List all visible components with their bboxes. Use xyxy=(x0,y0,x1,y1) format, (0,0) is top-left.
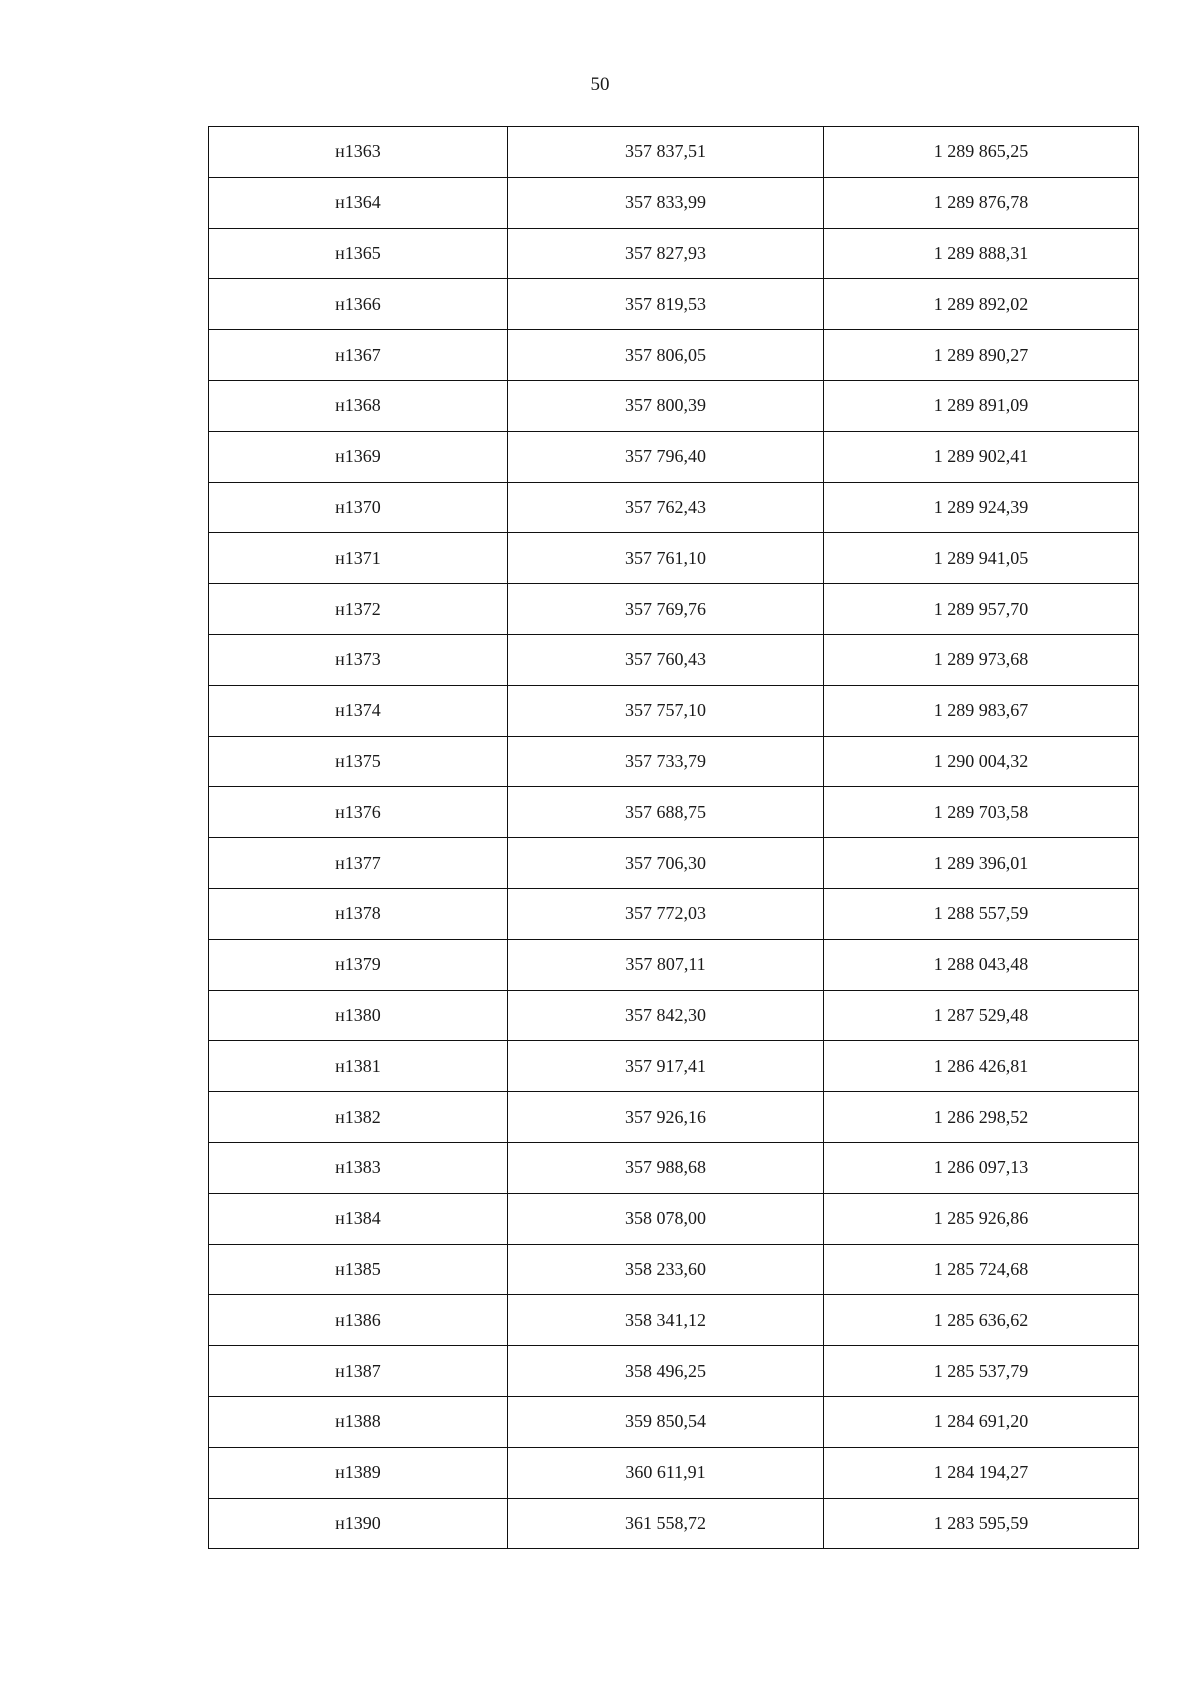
point-name-cell: н1384 xyxy=(209,1193,508,1244)
x-coordinate-cell: 357 988,68 xyxy=(508,1142,824,1193)
point-name-cell: н1370 xyxy=(209,482,508,533)
x-coordinate-cell: 357 833,99 xyxy=(508,177,824,228)
x-coordinate-cell: 357 827,93 xyxy=(508,228,824,279)
table-row xyxy=(209,1396,1139,1447)
x-coordinate-cell: 357 806,05 xyxy=(508,330,824,381)
y-coordinate-cell: 1 289 983,67 xyxy=(824,685,1139,736)
y-coordinate-cell: 1 289 865,25 xyxy=(824,127,1139,178)
point-name-cell: н1388 xyxy=(209,1396,508,1447)
x-coordinate-cell: 358 496,25 xyxy=(508,1346,824,1397)
point-name-cell: н1376 xyxy=(209,787,508,838)
point-name-cell: н1368 xyxy=(209,380,508,431)
x-coordinate-cell: 357 757,10 xyxy=(508,685,824,736)
point-name-cell: н1364 xyxy=(209,177,508,228)
y-coordinate-cell: 1 289 892,02 xyxy=(824,279,1139,330)
point-name-cell: н1379 xyxy=(209,939,508,990)
y-coordinate-cell: 1 286 298,52 xyxy=(824,1092,1139,1143)
table-row xyxy=(209,482,1139,533)
y-coordinate-cell: 1 285 926,86 xyxy=(824,1193,1139,1244)
point-name-cell: н1363 xyxy=(209,127,508,178)
table-row xyxy=(209,533,1139,584)
point-name-cell: н1390 xyxy=(209,1498,508,1549)
y-coordinate-cell: 1 289 957,70 xyxy=(824,584,1139,635)
table-row xyxy=(209,1041,1139,1092)
table-row xyxy=(209,838,1139,889)
x-coordinate-cell: 357 760,43 xyxy=(508,634,824,685)
x-coordinate-cell: 360 611,91 xyxy=(508,1447,824,1498)
point-name-cell: н1372 xyxy=(209,584,508,635)
table-row xyxy=(209,584,1139,635)
table-row xyxy=(209,888,1139,939)
point-name-cell: н1387 xyxy=(209,1346,508,1397)
x-coordinate-cell: 359 850,54 xyxy=(508,1396,824,1447)
coordinates-table xyxy=(208,126,1139,1549)
point-name-cell: н1369 xyxy=(209,431,508,482)
point-name-cell: н1386 xyxy=(209,1295,508,1346)
point-name-cell: н1371 xyxy=(209,533,508,584)
y-coordinate-cell: 1 289 703,58 xyxy=(824,787,1139,838)
y-coordinate-cell: 1 289 890,27 xyxy=(824,330,1139,381)
point-name-cell: н1367 xyxy=(209,330,508,381)
x-coordinate-cell: 357 769,76 xyxy=(508,584,824,635)
table-row xyxy=(209,177,1139,228)
y-coordinate-cell: 1 284 691,20 xyxy=(824,1396,1139,1447)
y-coordinate-cell: 1 284 194,27 xyxy=(824,1447,1139,1498)
x-coordinate-cell: 357 762,43 xyxy=(508,482,824,533)
y-coordinate-cell: 1 285 537,79 xyxy=(824,1346,1139,1397)
table-row xyxy=(209,279,1139,330)
point-name-cell: н1365 xyxy=(209,228,508,279)
x-coordinate-cell: 357 772,03 xyxy=(508,888,824,939)
y-coordinate-cell: 1 290 004,32 xyxy=(824,736,1139,787)
point-name-cell: н1366 xyxy=(209,279,508,330)
point-name-cell: н1375 xyxy=(209,736,508,787)
y-coordinate-cell: 1 285 636,62 xyxy=(824,1295,1139,1346)
y-coordinate-cell: 1 289 396,01 xyxy=(824,838,1139,889)
x-coordinate-cell: 361 558,72 xyxy=(508,1498,824,1549)
table-row xyxy=(209,1193,1139,1244)
x-coordinate-cell: 357 800,39 xyxy=(508,380,824,431)
point-name-cell: н1378 xyxy=(209,888,508,939)
point-name-cell: н1383 xyxy=(209,1142,508,1193)
y-coordinate-cell: 1 288 557,59 xyxy=(824,888,1139,939)
table-row xyxy=(209,685,1139,736)
coordinates-table-body xyxy=(209,127,1139,1549)
table-row xyxy=(209,1244,1139,1295)
table-row xyxy=(209,787,1139,838)
table-row xyxy=(209,736,1139,787)
table-row xyxy=(209,127,1139,178)
y-coordinate-cell: 1 287 529,48 xyxy=(824,990,1139,1041)
y-coordinate-cell: 1 288 043,48 xyxy=(824,939,1139,990)
x-coordinate-cell: 357 807,11 xyxy=(508,939,824,990)
y-coordinate-cell: 1 286 426,81 xyxy=(824,1041,1139,1092)
x-coordinate-cell: 357 842,30 xyxy=(508,990,824,1041)
x-coordinate-cell: 357 733,79 xyxy=(508,736,824,787)
point-name-cell: н1377 xyxy=(209,838,508,889)
table-row xyxy=(209,380,1139,431)
x-coordinate-cell: 357 819,53 xyxy=(508,279,824,330)
table-row xyxy=(209,1295,1139,1346)
table-row xyxy=(209,634,1139,685)
y-coordinate-cell: 1 285 724,68 xyxy=(824,1244,1139,1295)
x-coordinate-cell: 357 761,10 xyxy=(508,533,824,584)
x-coordinate-cell: 358 233,60 xyxy=(508,1244,824,1295)
table-row xyxy=(209,330,1139,381)
point-name-cell: н1374 xyxy=(209,685,508,736)
y-coordinate-cell: 1 289 973,68 xyxy=(824,634,1139,685)
y-coordinate-cell: 1 286 097,13 xyxy=(824,1142,1139,1193)
table-row xyxy=(209,939,1139,990)
table-row xyxy=(209,1142,1139,1193)
page-number: 50 xyxy=(590,74,610,95)
x-coordinate-cell: 357 706,30 xyxy=(508,838,824,889)
x-coordinate-cell: 357 926,16 xyxy=(508,1092,824,1143)
point-name-cell: н1373 xyxy=(209,634,508,685)
y-coordinate-cell: 1 289 941,05 xyxy=(824,533,1139,584)
point-name-cell: н1380 xyxy=(209,990,508,1041)
y-coordinate-cell: 1 289 902,41 xyxy=(824,431,1139,482)
x-coordinate-cell: 357 917,41 xyxy=(508,1041,824,1092)
x-coordinate-cell: 358 078,00 xyxy=(508,1193,824,1244)
table-row xyxy=(209,1092,1139,1143)
table-row xyxy=(209,431,1139,482)
x-coordinate-cell: 357 796,40 xyxy=(508,431,824,482)
y-coordinate-cell: 1 289 888,31 xyxy=(824,228,1139,279)
table-row xyxy=(209,990,1139,1041)
point-name-cell: н1381 xyxy=(209,1041,508,1092)
x-coordinate-cell: 358 341,12 xyxy=(508,1295,824,1346)
x-coordinate-cell: 357 837,51 xyxy=(508,127,824,178)
table-row xyxy=(209,1447,1139,1498)
table-row xyxy=(209,1346,1139,1397)
table-row xyxy=(209,228,1139,279)
point-name-cell: н1389 xyxy=(209,1447,508,1498)
x-coordinate-cell: 357 688,75 xyxy=(508,787,824,838)
point-name-cell: н1385 xyxy=(209,1244,508,1295)
y-coordinate-cell: 1 289 876,78 xyxy=(824,177,1139,228)
point-name-cell: н1382 xyxy=(209,1092,508,1143)
y-coordinate-cell: 1 289 891,09 xyxy=(824,380,1139,431)
table-row xyxy=(209,1498,1139,1549)
y-coordinate-cell: 1 289 924,39 xyxy=(824,482,1139,533)
y-coordinate-cell: 1 283 595,59 xyxy=(824,1498,1139,1549)
